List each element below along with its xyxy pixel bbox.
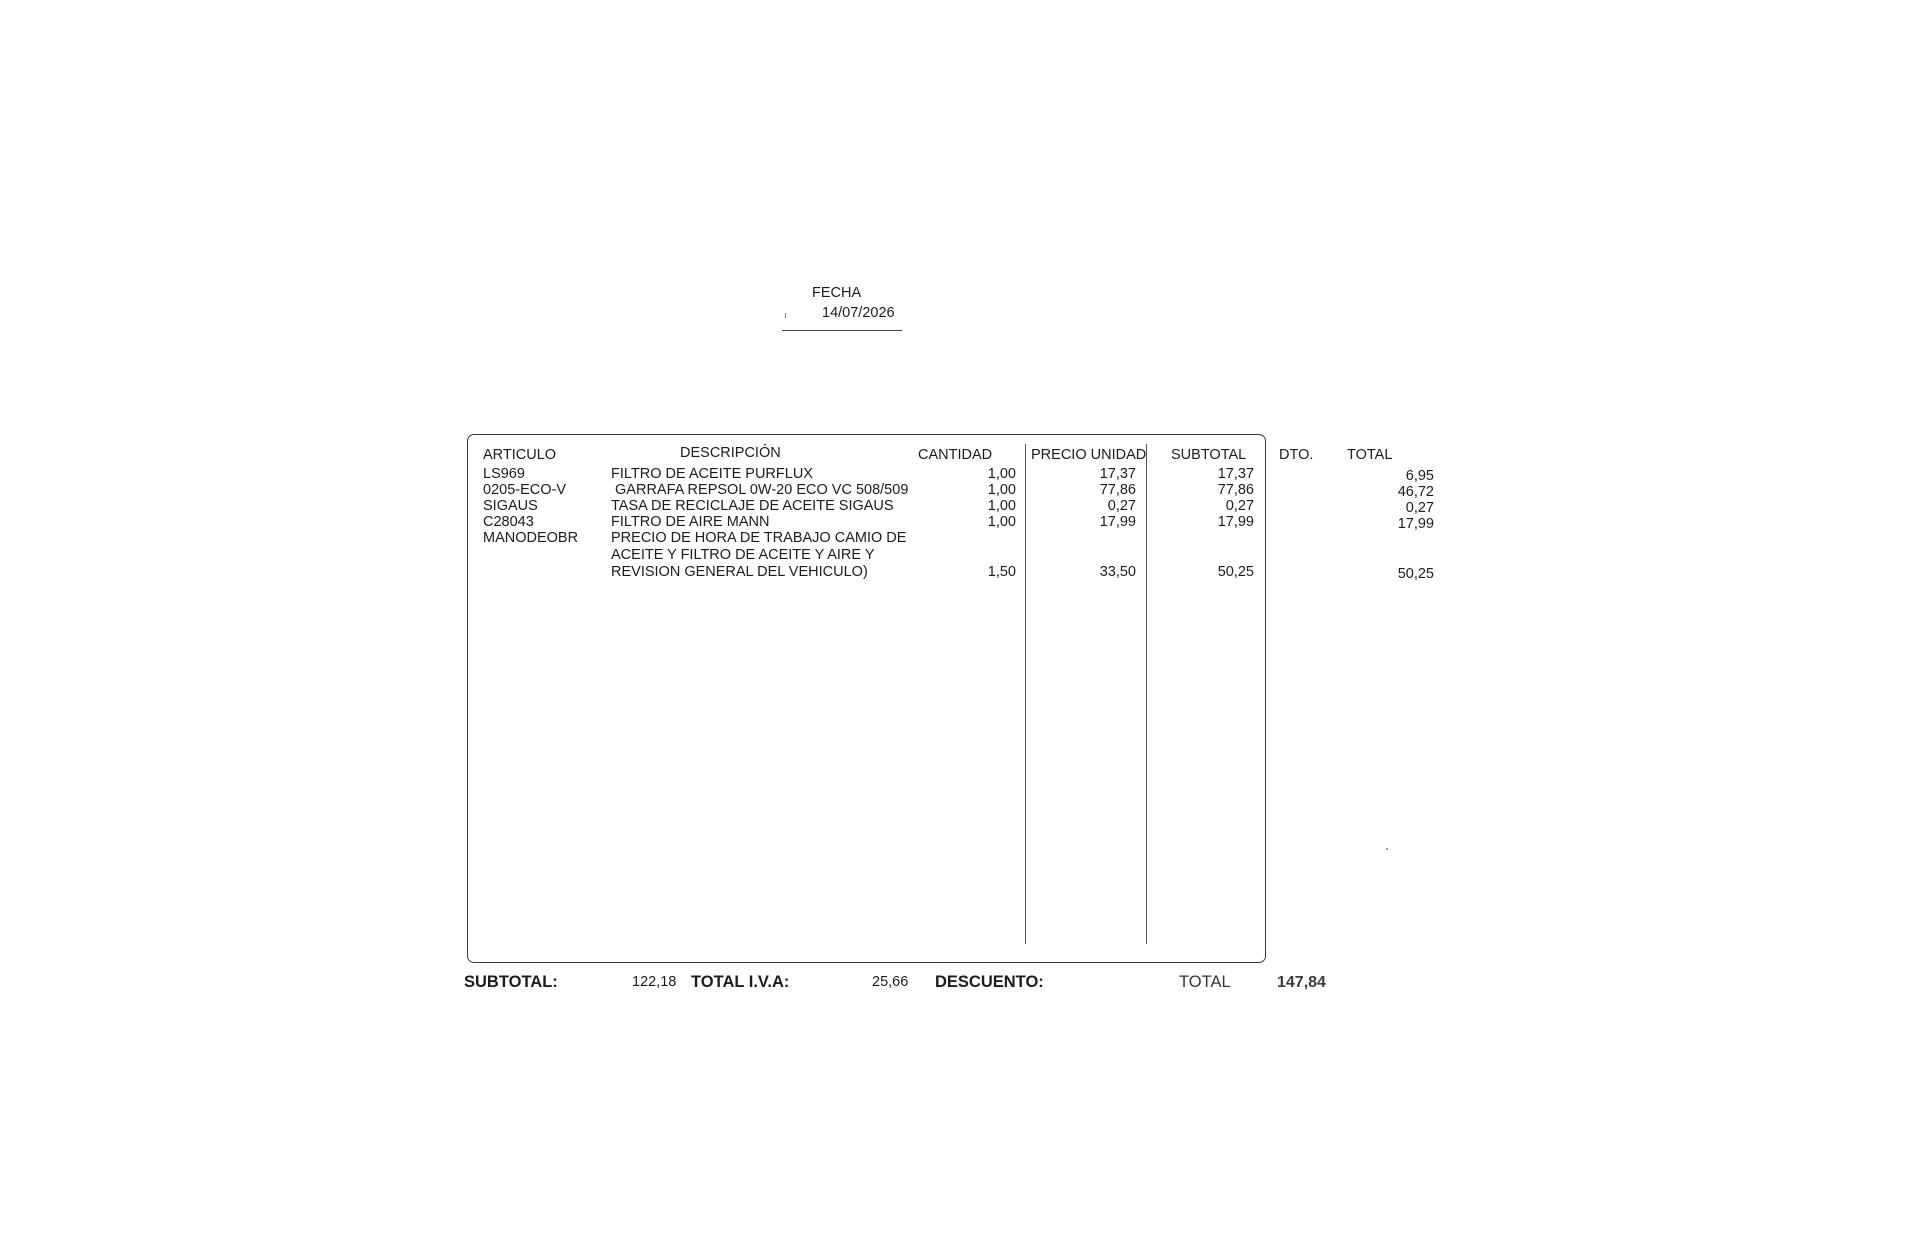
total-label: TOTAL: [1179, 973, 1231, 991]
row-2-subtotal: 77,86: [1217, 482, 1254, 498]
header-dto: DTO.: [1279, 447, 1314, 463]
header-total: TOTAL: [1347, 447, 1393, 463]
row-3-total: 0,27: [1405, 500, 1434, 516]
row-1-cantidad: 1,00: [987, 466, 1016, 482]
row-4-precio-unidad: 17,99: [1099, 514, 1136, 530]
row-5-descripcion-line-3: REVISION GENERAL DEL VEHICULO): [611, 564, 868, 580]
iva-value: 25,66: [872, 974, 909, 990]
row-5-subtotal: 50,25: [1217, 564, 1254, 580]
subtotal-label: SUBTOTAL:: [464, 973, 558, 991]
date-underline: [782, 330, 902, 331]
date-mark: [785, 313, 786, 318]
row-1-precio-unidad: 17,37: [1099, 466, 1136, 482]
row-4-descripcion: FILTRO DE AIRE MANN: [611, 514, 770, 530]
row-2-precio-unidad: 77,86: [1099, 482, 1136, 498]
date-value: 14/07/2026: [822, 305, 895, 321]
row-1-subtotal: 17,37: [1217, 466, 1254, 482]
row-4-cantidad: 1,00: [987, 514, 1016, 530]
header-precio-unidad: PRECIO UNIDAD: [1031, 447, 1147, 463]
header-cantidad: CANTIDAD: [918, 447, 993, 463]
row-2-descripcion: GARRAFA REPSOL 0W-20 ECO VC 508/509: [611, 482, 909, 498]
column-divider-precio: [1146, 444, 1147, 944]
total-value: 147,84: [1277, 974, 1326, 991]
row-4-articulo: C28043: [483, 514, 534, 530]
row-1-articulo: LS969: [483, 466, 525, 482]
scan-speck: [1386, 848, 1388, 850]
header-subtotal: SUBTOTAL: [1171, 447, 1247, 463]
row-5-descripcion-line-1: PRECIO DE HORA DE TRABAJO CAMIO DE: [611, 530, 907, 546]
row-2-total: 46,72: [1397, 484, 1434, 500]
header-articulo: ARTICULO: [483, 447, 557, 463]
row-3-descripcion: TASA DE RECICLAJE DE ACEITE SIGAUS: [611, 498, 894, 514]
subtotal-value: 122,18: [632, 974, 677, 990]
row-2-cantidad: 1,00: [987, 482, 1016, 498]
iva-label: TOTAL I.V.A:: [691, 973, 790, 991]
row-4-total: 17,99: [1397, 516, 1434, 532]
row-1-total: 6,95: [1405, 468, 1434, 484]
header-descripcion: DESCRIPCIÓN: [680, 445, 781, 461]
row-5-precio-unidad: 33,50: [1099, 564, 1136, 580]
row-5-cantidad: 1,50: [987, 564, 1016, 580]
row-3-articulo: SIGAUS: [483, 498, 538, 514]
row-1-descripcion: FILTRO DE ACEITE PURFLUX: [611, 466, 813, 482]
row-3-precio-unidad: 0,27: [1107, 498, 1136, 514]
row-4-subtotal: 17,99: [1217, 514, 1254, 530]
descuento-label: DESCUENTO:: [935, 973, 1044, 991]
date-label: FECHA: [812, 285, 862, 301]
row-5-articulo: MANODEOBR: [483, 530, 579, 546]
row-5-total: 50,25: [1397, 566, 1434, 582]
column-divider-cantidad: [1025, 444, 1026, 944]
row-2-articulo: 0205-ECO-V: [483, 482, 567, 498]
row-3-subtotal: 0,27: [1225, 498, 1254, 514]
row-5-descripcion-line-2: ACEITE Y FILTRO DE ACEITE Y AIRE Y: [611, 547, 875, 563]
row-3-cantidad: 1,00: [987, 498, 1016, 514]
